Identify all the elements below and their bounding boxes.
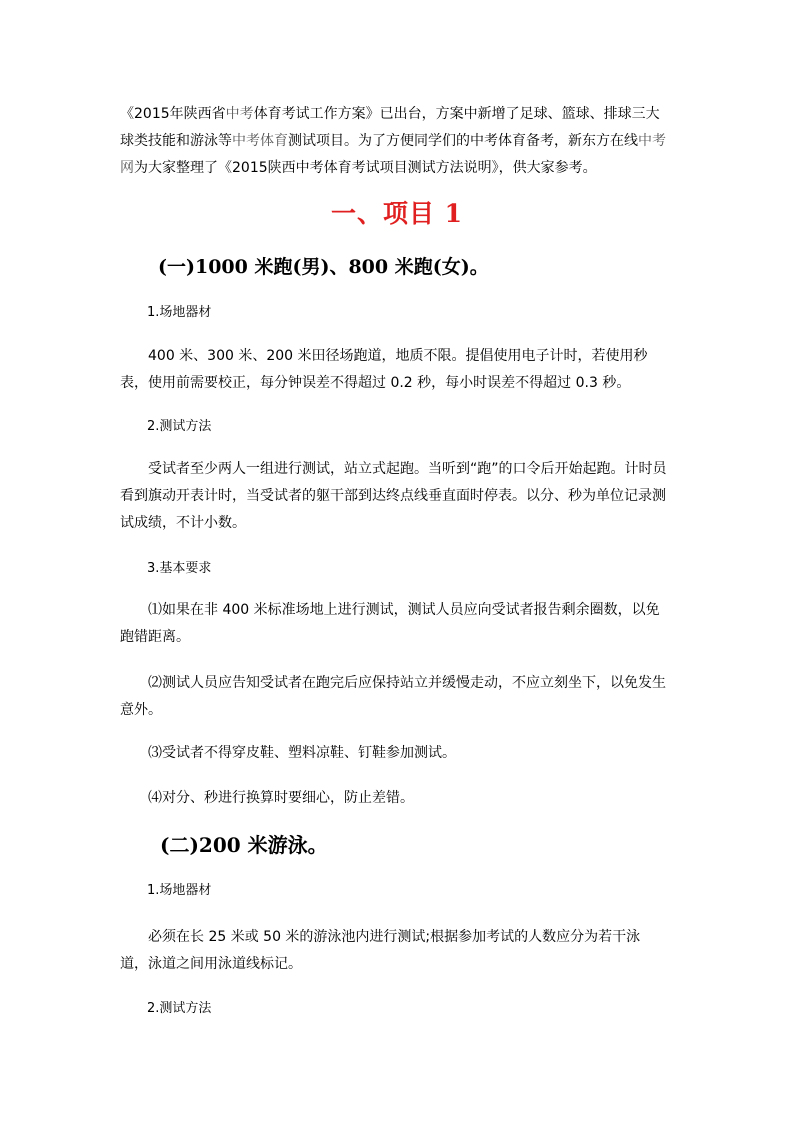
item1-requirement-2: ⑵测试人员应告知受试者在跑完后应保持站立并缓慢走动，不应立刻坐下，以免发生意外。: [120, 675, 666, 718]
item1-requirement-3: ⑶受试者不得穿皮鞋、塑料凉鞋、钉鞋参加测试。: [148, 745, 456, 761]
item1-requirement-1: ⑴如果在非 400 米标准场地上进行测试，测试人员应向受试者报告剩余圈数，以免跑错距离。: [120, 602, 660, 645]
item1-venue-text: 400 米、300 米、200 米田径场跑道，地质不限。提倡使用电子计时，若使用秒表，使用前需要校正，每分钟误差不得超过 0.2 秒，每小时误差不得超过 0.3 秒。: [120, 348, 648, 391]
intro-text-1: 《2015年陕西省: [120, 106, 226, 122]
item1-requirements-label: 3.基本要求: [147, 561, 212, 576]
item2-venue-text: 必须在长 25 米或 50 米的游泳池内进行测试;根据参加考试的人数应分为若干泳道，泳道之间用泳道线标记。: [120, 929, 641, 972]
intro-text-3: 测试项目。为了方便同学们的中考体育备考，新东方在线: [288, 133, 638, 149]
item2-venue-label: 1.场地器材: [147, 883, 212, 898]
link-zhongkao-wang[interactable]: 中考网: [120, 133, 666, 176]
intro-paragraph: [120, 101, 668, 182]
item2-heading: (二)200 米游泳。: [160, 833, 328, 857]
item2-method-label: 2.测试方法: [147, 1001, 212, 1016]
intro-text-2: 体育考试工作方案》已出台，方案中新增了足球、篮球、排球三大球类技能和游泳等: [120, 106, 660, 149]
link-zhongkao-tiyu[interactable]: 中考体育: [232, 133, 288, 149]
section-title: 一、项目 1: [330, 199, 464, 228]
intro-text-4: 为大家整理了《2015陕西中考体育考试项目测试方法说明》，供大家参考。: [134, 160, 597, 176]
item1-heading: (一)1000 米跑(男)、800 米跑(女)。: [158, 256, 489, 278]
item1-venue-label: 1.场地器材: [147, 305, 212, 320]
item1-requirement-4: ⑷对分、秒进行换算时要细心，防止差错。: [148, 790, 414, 806]
link-zhongkao[interactable]: 中考: [225, 106, 254, 122]
item1-method-label: 2.测试方法: [147, 419, 212, 434]
item1-method-text: 受试者至少两人一组进行测试，站立式起跑。当听到“跑”的口令后开始起跑。计时员看到旗动开表计时，当受试者的躯干部到达终点线垂直面时停表。以分、秒为单位记录测试成绩，不计小数。: [120, 461, 667, 531]
